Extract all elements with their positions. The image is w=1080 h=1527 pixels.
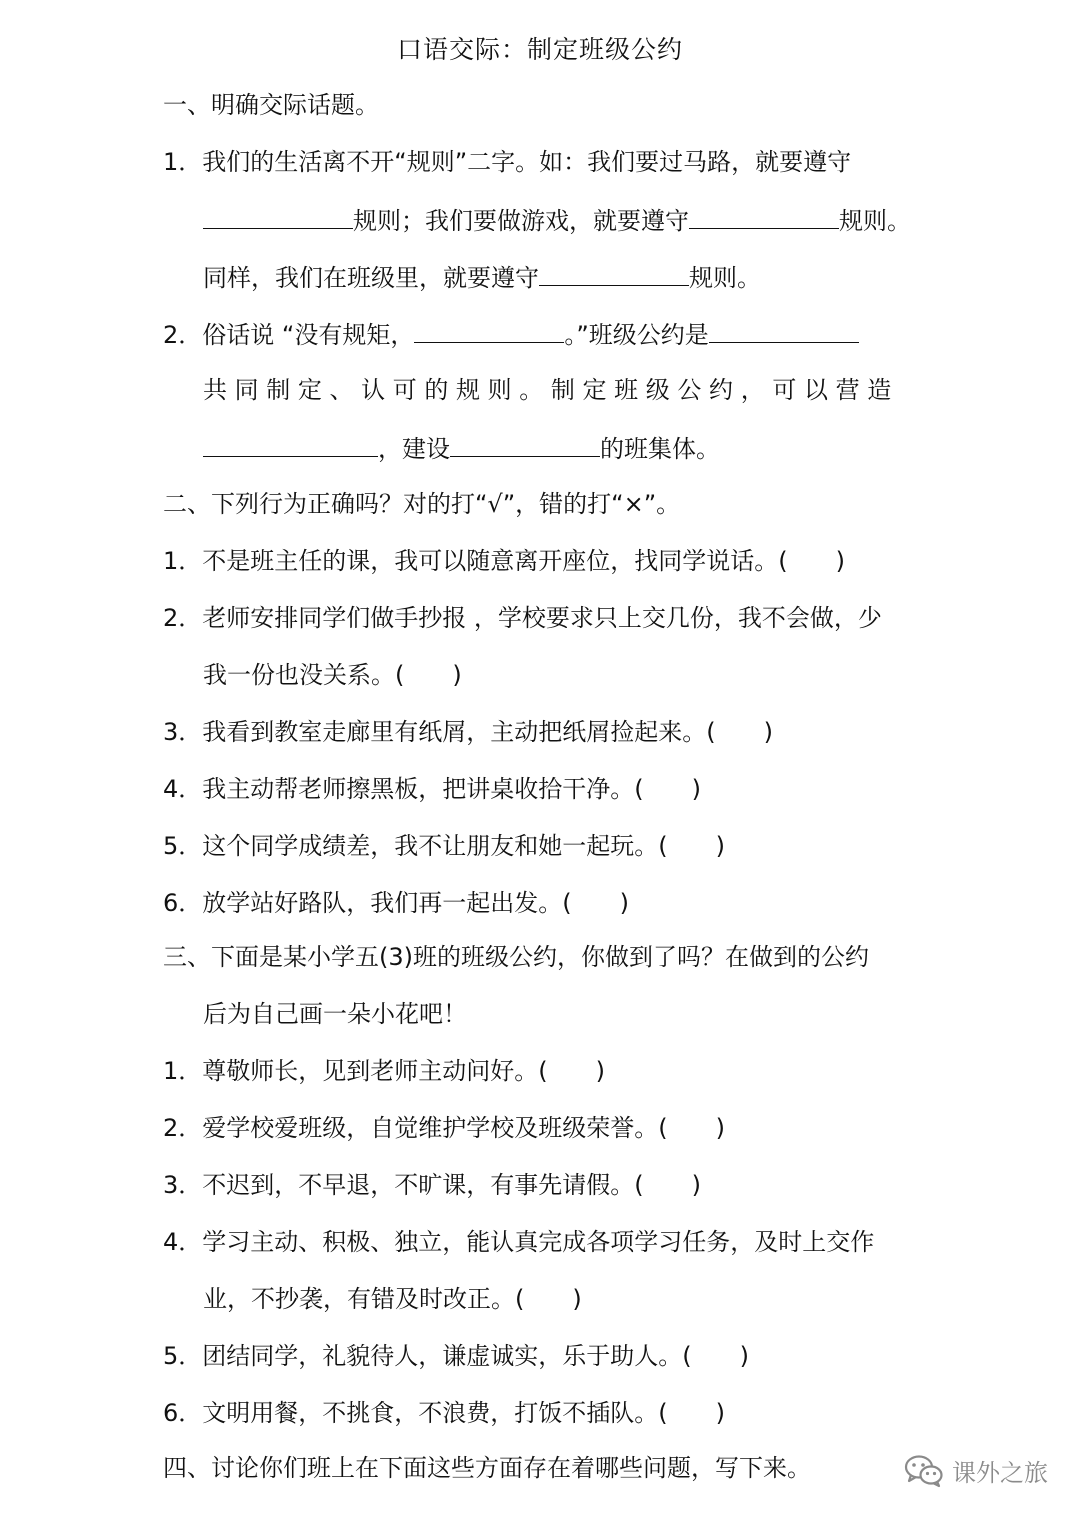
fill-blank[interactable] <box>689 202 839 229</box>
s3-item: 5．团结同学，礼貌待人，谦虚诚实，乐于助人。( ) <box>163 1342 749 1370</box>
s3-item: 4．学习主动、积极、独立，能认真完成各项学习任务，及时上交作 <box>163 1228 875 1256</box>
s1-q2-line-1: 2．俗话说 “没有规矩， 。”班级公约是 <box>163 316 859 352</box>
page-title: 口语交际：制定班级公约 <box>396 35 683 64</box>
s2-item: 6．放学站好路队，我们再一起出发。( ) <box>163 889 629 917</box>
fill-blank[interactable] <box>414 316 564 343</box>
fill-blank[interactable] <box>203 202 353 229</box>
section-3-heading-continued: 后为自己画一朵小花吧！ <box>203 1000 467 1028</box>
s2-item: 3．我看到教室走廊里有纸屑，主动把纸屑捡起来。( ) <box>163 718 773 746</box>
watermark-text: 课外之旅 <box>952 1459 1048 1487</box>
s1-q2-line-3: ，建设 的班集体。 <box>203 430 720 466</box>
s3-item: 1．尊敬师长，见到老师主动问好。( ) <box>163 1057 605 1085</box>
s3-item: 3．不迟到，不早退，不旷课，有事先请假。( ) <box>163 1171 701 1199</box>
s1-q2-line-2: 共 同 制 定 、 认 可 的 规 则 。 制 定 班 级 公 约 ， 可 以 营 造 <box>203 376 892 404</box>
fill-blank[interactable] <box>203 430 378 457</box>
section-4-heading: 四、讨论你们班上在下面这些方面存在着哪些问题，写下来。 <box>163 1454 811 1482</box>
s3-item-continued: 业，不抄袭，有错及时改正。( ) <box>203 1285 582 1313</box>
fill-blank[interactable] <box>450 430 600 457</box>
s1-q1-line-2: 规则；我们要做游戏，就要遵守 规则。 <box>203 202 911 238</box>
s2-item: 1．不是班主任的课，我可以随意离开座位，找同学说话。( ) <box>163 547 845 575</box>
section-3-heading: 三、下面是某小学五(3)班的班级公约，你做到了吗？在做到的公约 <box>163 943 869 971</box>
wechat-icon <box>904 1454 944 1488</box>
s2-item: 5．这个同学成绩差，我不让朋友和她一起玩。( ) <box>163 832 725 860</box>
s2-item: 4．我主动帮老师擦黑板，把讲桌收拾干净。( ) <box>163 775 701 803</box>
section-1-heading: 一、明确交际话题。 <box>163 91 379 119</box>
section-2-heading: 二、下列行为正确吗？对的打“√”，错的打“×”。 <box>163 490 681 518</box>
s3-item: 6．文明用餐，不挑食，不浪费，打饭不插队。( ) <box>163 1399 725 1427</box>
s1-q1-line-1: 1．我们的生活离不开“规则”二字。如：我们要过马路，就要遵守 <box>163 148 852 176</box>
watermark <box>904 1453 1048 1488</box>
fill-blank[interactable] <box>539 259 689 286</box>
s2-item-continued: 我一份也没关系。( ) <box>203 661 462 689</box>
s2-item: 2．老师安排同学们做手抄报 ，学校要求只上交几份，我不会做，少 <box>163 604 882 632</box>
fill-blank[interactable] <box>709 316 859 343</box>
s3-item: 2．爱学校爱班级，自觉维护学校及班级荣誉。( ) <box>163 1114 725 1142</box>
s1-q1-line-3: 同样，我们在班级里，就要遵守 规则。 <box>203 259 761 295</box>
